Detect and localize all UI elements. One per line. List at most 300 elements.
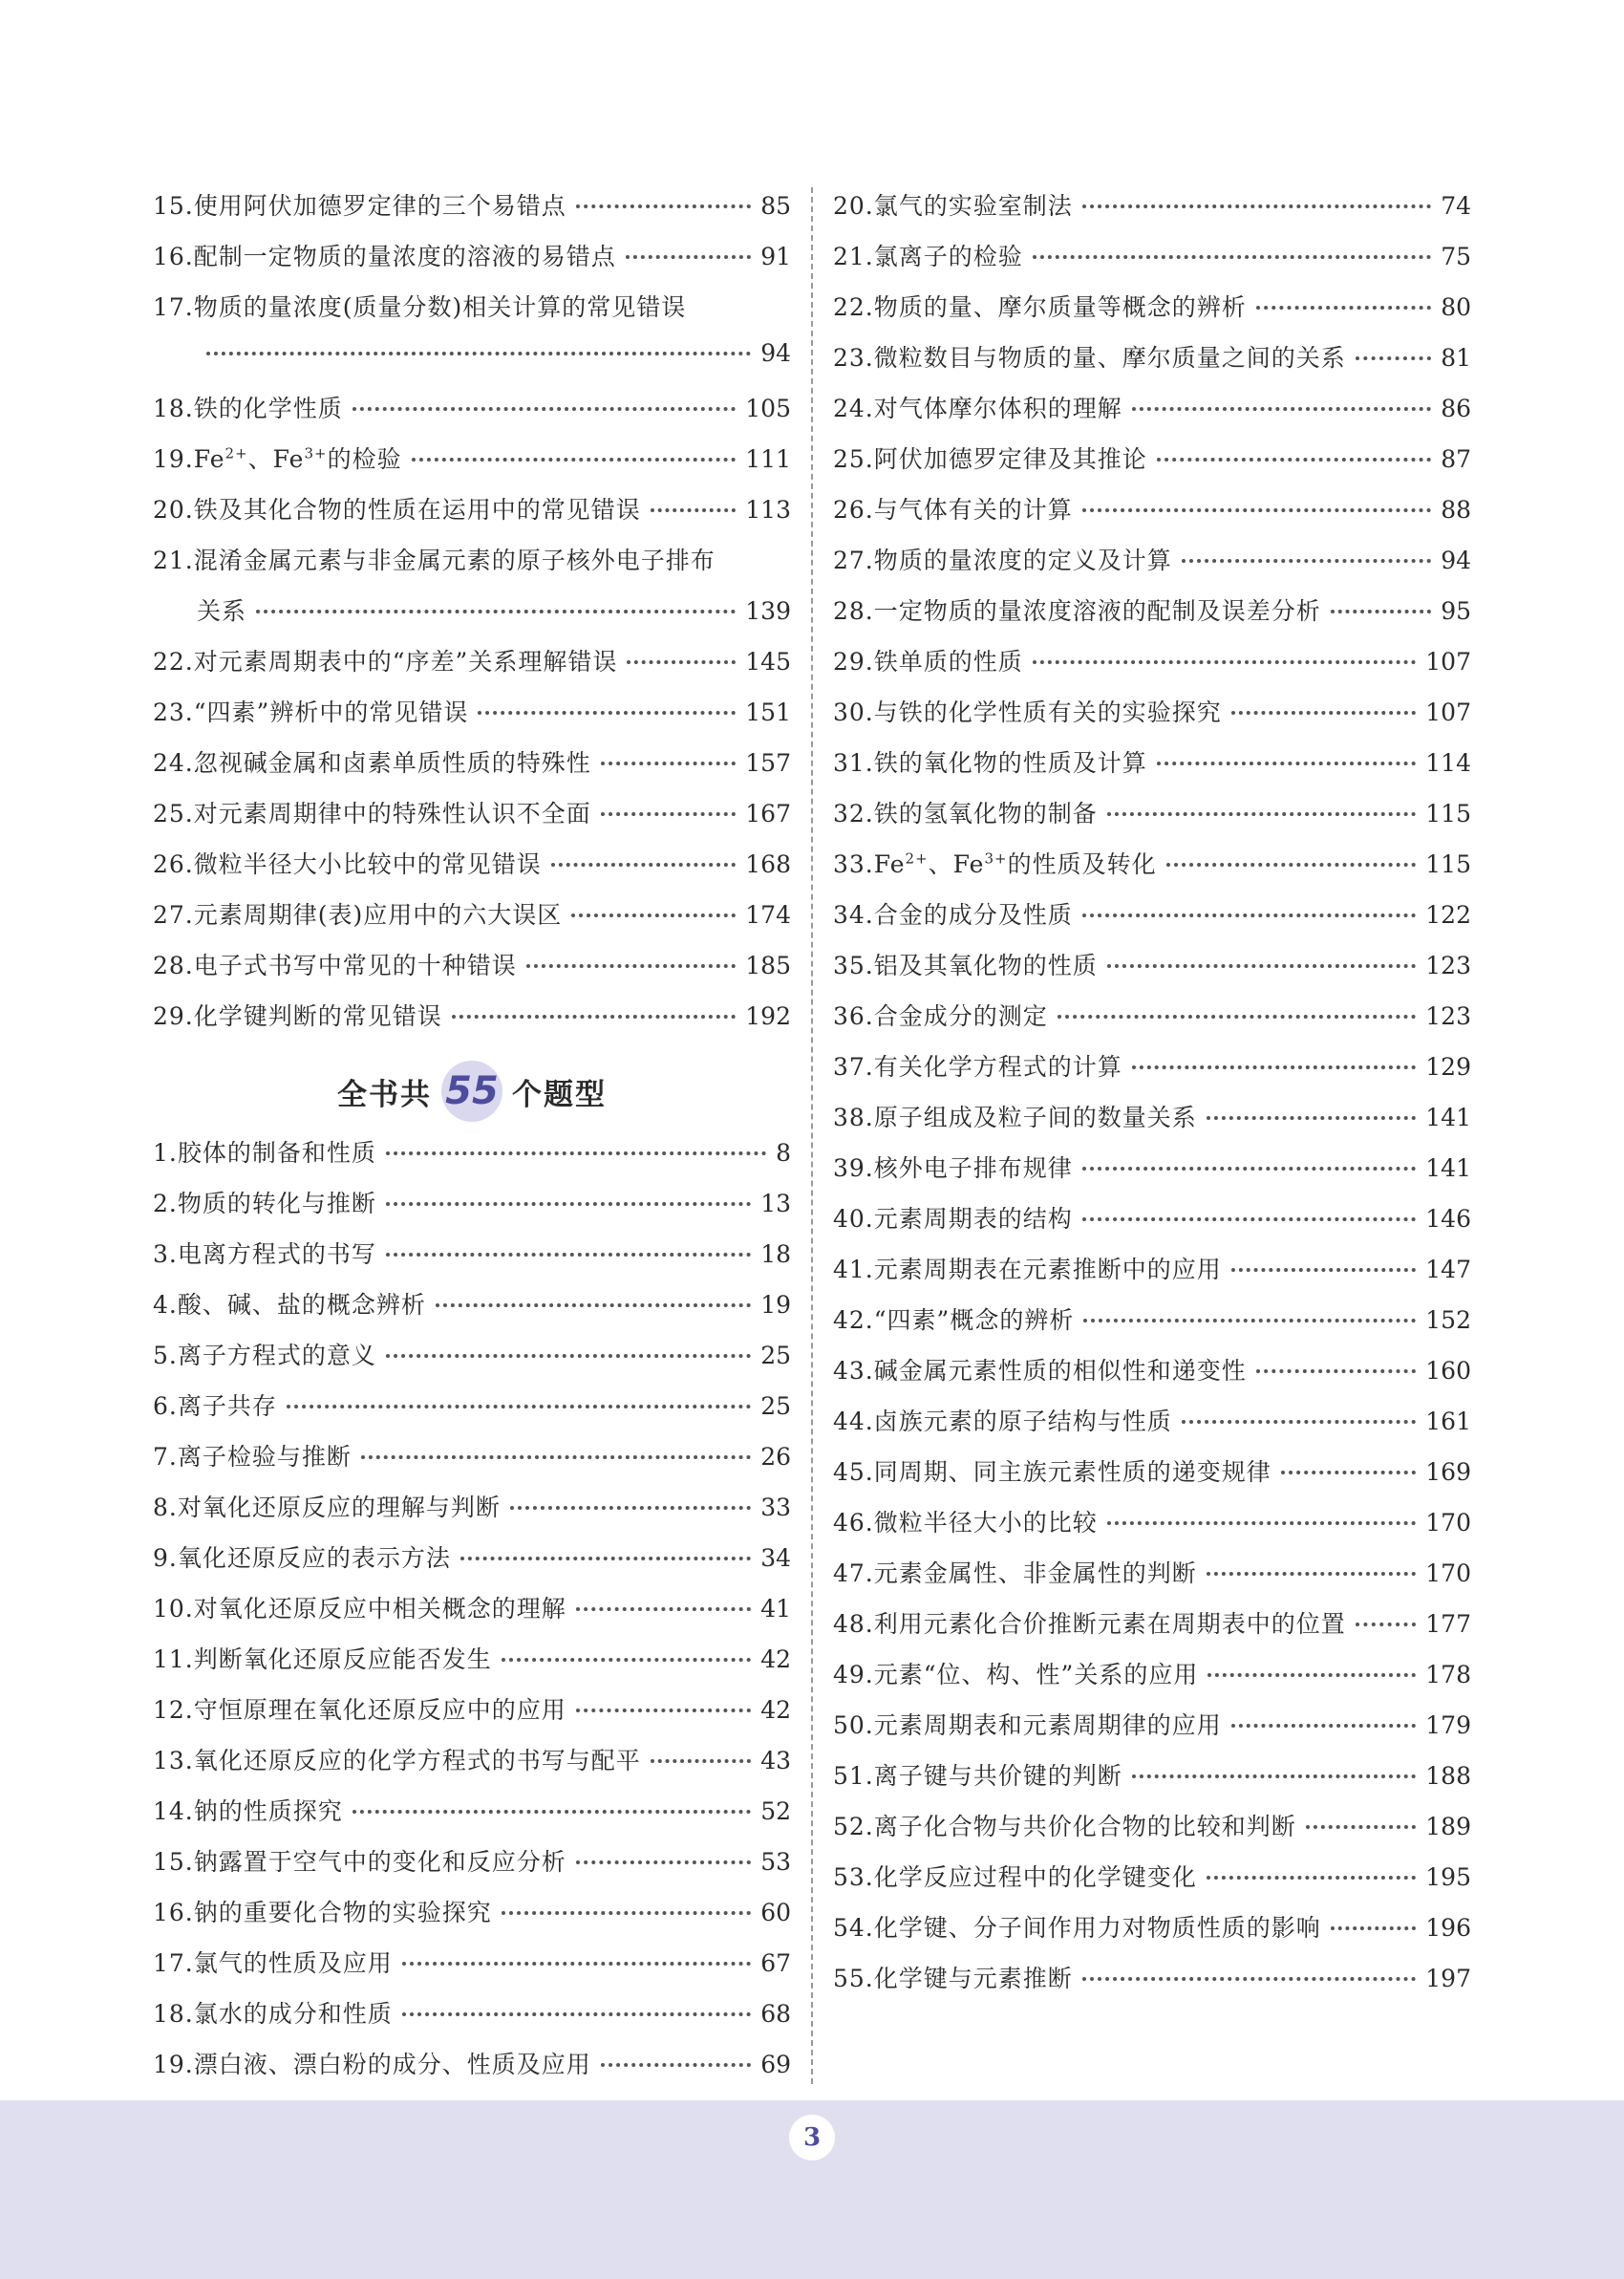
dot-leader [651, 1759, 751, 1763]
toc-entry[interactable] [153, 238, 791, 289]
entry-number: 52. [833, 1813, 874, 1840]
dot-leader [1082, 1977, 1417, 1981]
toc-entry[interactable] [153, 1387, 791, 1438]
entry-title: 氧化还原反应的化学方程式的书写与配平 [193, 1747, 641, 1774]
toc-entry[interactable] [833, 289, 1471, 339]
entry-title: 氯离子的检验 [873, 243, 1023, 270]
entry-number: 44. [833, 1408, 874, 1435]
entry-number: 14. [153, 1797, 194, 1825]
entry-title: 离子化合物与共价化合物的比较和判断 [873, 1813, 1296, 1840]
dot-leader [1207, 1116, 1417, 1120]
entry-page-number: 68 [760, 2000, 791, 2028]
entry-page-number: 174 [745, 901, 791, 929]
toc-entry[interactable] [833, 1707, 1471, 1757]
entry-title: 使用阿伏加德罗定律的三个易错点 [193, 192, 566, 220]
toc-entry[interactable] [833, 694, 1471, 744]
dot-leader [1132, 1774, 1417, 1778]
entry-title: 核外电子排布规律 [873, 1154, 1073, 1182]
entry-title: 钠的重要化合物的实验探究 [193, 1899, 492, 1926]
entry-title: 与气体有关的计算 [873, 496, 1073, 524]
entry-number: 30. [833, 699, 874, 726]
entry-page-number: 197 [1425, 1965, 1471, 1992]
toc-entry[interactable] [833, 1605, 1471, 1656]
toc-entry[interactable] [153, 2046, 791, 2096]
entry-page-number: 115 [1425, 850, 1471, 878]
toc-entry[interactable] [833, 542, 1471, 592]
title-fragment: Fe [193, 445, 225, 473]
entry-number: 19. [153, 445, 194, 473]
dot-leader [287, 1405, 751, 1408]
toc-entry[interactable] [153, 795, 791, 846]
toc-entry[interactable] [833, 1200, 1471, 1251]
entry-number: 7. [153, 1443, 178, 1471]
entry-page-number: 43 [760, 1747, 791, 1774]
entry-title: 离子键与共价键的判断 [873, 1762, 1122, 1790]
entry-page-number: 60 [760, 1899, 791, 1926]
heading-count-badge: 55 [441, 1061, 502, 1122]
toc-entry[interactable] [153, 846, 791, 896]
entry-page-number: 87 [1441, 445, 1471, 473]
dot-leader [1182, 1420, 1417, 1424]
dot-leader [651, 508, 737, 512]
dot-leader [1157, 458, 1431, 462]
entry-title: 钠露置于空气中的变化和反应分析 [193, 1848, 566, 1876]
toc-entry[interactable] [153, 187, 791, 238]
toc-entry[interactable] [833, 744, 1471, 795]
entry-page-number: 123 [1425, 952, 1471, 979]
toc-entry[interactable] [153, 1438, 791, 1489]
entry-number: 17. [153, 293, 194, 321]
dot-leader [353, 1810, 751, 1814]
toc-entry[interactable] [833, 643, 1471, 694]
entry-number: 13. [153, 1747, 194, 1774]
entry-title: 胶体的制备和性质 [177, 1139, 376, 1167]
entry-title: 元素周期表和元素周期律的应用 [873, 1711, 1222, 1739]
entry-title: 电离方程式的书写 [177, 1240, 376, 1268]
entry-title: 利用元素化合价推断元素在周期表中的位置 [873, 1610, 1346, 1638]
entry-title: 铝及其氧化物的性质 [873, 952, 1098, 979]
toc-entry[interactable] [153, 694, 791, 744]
entry-page-number: 115 [1425, 800, 1471, 828]
entry-number: 23. [833, 344, 874, 372]
entry-title: 化学键、分子间作用力对物质性质的影响 [873, 1914, 1321, 1942]
toc-entry[interactable] [153, 1489, 791, 1539]
entry-page-number: 19 [760, 1291, 791, 1319]
entry-number: 26. [153, 850, 194, 878]
toc-entry[interactable] [833, 592, 1471, 643]
entry-page-number: 13 [760, 1190, 791, 1217]
entry-title: 微粒数目与物质的量、摩尔质量之间的关系 [873, 344, 1346, 372]
entry-number: 43. [833, 1357, 874, 1385]
entry-page-number: 113 [745, 496, 791, 524]
entry-number: 24. [833, 395, 874, 422]
entry-title: 元素周期律(表)应用中的六大误区 [193, 901, 563, 929]
entry-number: 21. [833, 243, 874, 270]
toc-entry[interactable] [153, 441, 791, 491]
entry-number: 19. [153, 2051, 194, 2078]
toc-entry[interactable] [833, 1301, 1471, 1352]
entry-number: 36. [833, 1002, 874, 1030]
entry-title: 物质的量浓度(质量分数)相关计算的常见错误 [193, 293, 687, 321]
dot-leader [1306, 1825, 1417, 1829]
entry-page-number: 139 [745, 597, 791, 625]
entry-number: 47. [833, 1559, 874, 1587]
entry-page-number: 33 [760, 1494, 791, 1521]
entry-page-number: 122 [1425, 901, 1471, 929]
entry-title: “四素”辨析中的常见错误 [193, 699, 469, 726]
title-fragment: 、Fe [928, 850, 985, 878]
toc-entry[interactable] [833, 1808, 1471, 1859]
entry-page-number: 105 [745, 395, 791, 422]
entry-page-number: 94 [760, 339, 791, 367]
entry-title: 元素周期表在元素推断中的应用 [873, 1256, 1222, 1283]
entry-number: 6. [153, 1392, 178, 1420]
entry-title: 漂白液、漂白粉的成分、性质及应用 [193, 2051, 591, 2078]
toc-entry[interactable] [153, 1641, 791, 1691]
entry-number: 21. [153, 547, 194, 574]
entry-title: 物质的量、摩尔质量等概念的辨析 [873, 293, 1247, 321]
entry-title: 元素金属性、非金属性的判断 [873, 1559, 1197, 1587]
dot-leader [626, 255, 751, 259]
toc-entry[interactable] [153, 744, 791, 795]
dot-leader [402, 2012, 751, 2016]
entry-title: “四素”概念的辨析 [873, 1306, 1075, 1334]
toc-entry[interactable] [153, 1337, 791, 1387]
entry-number: 31. [833, 749, 874, 777]
entry-title: 合金成分的测定 [873, 1002, 1048, 1030]
entry-title: 铁单质的性质 [873, 648, 1023, 676]
toc-entry[interactable] [153, 390, 791, 441]
dot-leader [1231, 1724, 1417, 1728]
entry-page-number: 170 [1425, 1509, 1471, 1537]
toc-entry[interactable] [833, 1251, 1471, 1301]
toc-entry[interactable] [153, 1742, 791, 1793]
dot-leader [353, 407, 737, 411]
dot-leader [1082, 1167, 1417, 1171]
entry-title: 化学反应过程中的化学键变化 [873, 1863, 1197, 1891]
toc-entry[interactable] [833, 441, 1471, 491]
toc-entry[interactable] [153, 339, 791, 390]
entry-title: 氯气的实验室制法 [873, 192, 1073, 220]
toc-entry[interactable] [153, 947, 791, 998]
dot-leader [1083, 1319, 1416, 1322]
toc-entry[interactable] [833, 998, 1471, 1048]
entry-page-number: 52 [760, 1797, 791, 1825]
toc-entry[interactable] [833, 390, 1471, 441]
toc-entry[interactable] [153, 998, 791, 1048]
entry-number: 38. [833, 1104, 874, 1131]
entry-number: 15. [153, 192, 194, 220]
toc-entry[interactable] [833, 1099, 1471, 1150]
entry-title: 忽视碱金属和卤素单质性质的特殊性 [193, 749, 591, 777]
toc-entry[interactable] [153, 896, 791, 947]
entry-number: 26. [833, 496, 874, 524]
entry-number: 28. [833, 597, 874, 625]
charge-superscript: 2+ [905, 849, 929, 868]
dot-leader [1166, 863, 1417, 867]
entry-page-number: 188 [1425, 1762, 1471, 1790]
entry-number: 55. [833, 1965, 874, 1992]
entry-page-number: 95 [1441, 597, 1471, 625]
entry-title: 元素周期表的结构 [873, 1205, 1073, 1233]
dot-leader [1207, 1572, 1417, 1576]
dot-leader [1256, 1369, 1417, 1373]
entry-number: 32. [833, 800, 874, 828]
entry-page-number: 179 [1425, 1711, 1471, 1739]
dot-leader [386, 1354, 751, 1358]
dot-leader [1231, 1268, 1417, 1272]
entry-number: 20. [833, 192, 874, 220]
entry-title: 合金的成分及性质 [873, 901, 1073, 929]
entry-title: 对元素周期律中的特殊性认识不全面 [193, 800, 591, 828]
entry-number: 37. [833, 1053, 874, 1081]
toc-entry[interactable] [833, 947, 1471, 998]
entry-title: 同周期、同主族元素性质的递变规律 [873, 1458, 1271, 1486]
entry-page-number: 160 [1425, 1357, 1471, 1385]
entry-number: 54. [833, 1914, 874, 1942]
toc-entry[interactable] [833, 1757, 1471, 1808]
entry-number: 48. [833, 1610, 874, 1638]
entry-title: 离子检验与推断 [177, 1443, 352, 1471]
entry-number: 17. [153, 1949, 194, 1977]
dot-leader [412, 458, 737, 462]
toc-entry[interactable] [153, 1134, 791, 1185]
entry-page-number: 185 [745, 952, 791, 979]
entry-title: 氯水的成分和性质 [193, 2000, 393, 2028]
dot-leader [627, 660, 736, 664]
dot-leader [460, 1557, 751, 1560]
entry-number: 27. [833, 547, 874, 574]
entry-number: 27. [153, 901, 194, 929]
toc-entry[interactable] [833, 1504, 1471, 1555]
toc-entry[interactable] [833, 795, 1471, 846]
toc-entry[interactable] [833, 1960, 1471, 2010]
dot-leader [1058, 1015, 1417, 1019]
heading-suffix: 个题型 [512, 1077, 607, 1112]
dot-leader [1033, 255, 1431, 259]
entry-title: 元素“位、构、性”关系的应用 [873, 1661, 1199, 1688]
dot-leader [361, 1455, 751, 1459]
toc-entry[interactable] [153, 491, 791, 542]
entry-page-number: 189 [1425, 1813, 1471, 1840]
entry-title: 配制一定物质的量浓度的溶液的易错点 [193, 243, 616, 270]
dot-leader [402, 1962, 751, 1966]
charge-superscript: 2+ [224, 444, 248, 462]
entry-title: 微粒半径大小比较中的常见错误 [193, 850, 542, 878]
entry-number: 11. [153, 1645, 194, 1673]
toc-entry[interactable] [833, 491, 1471, 542]
charge-superscript: 3+ [984, 849, 1008, 868]
dot-leader [256, 610, 736, 613]
entry-number: 53. [833, 1863, 874, 1891]
title-fragment: 的性质及转化 [1007, 850, 1157, 878]
dot-leader [571, 914, 736, 917]
entry-page-number: 167 [745, 800, 791, 828]
entry-number: 8. [153, 1494, 178, 1521]
entry-page-number: 18 [760, 1240, 791, 1268]
entry-number: 25. [833, 445, 874, 473]
toc-entry[interactable] [833, 1909, 1471, 1960]
entry-title: 铁及其化合物的性质在运用中的常见错误 [193, 496, 641, 524]
entry-page-number: 42 [760, 1645, 791, 1673]
toc-entry[interactable] [153, 1995, 791, 2046]
toc-entry[interactable] [153, 1236, 791, 1286]
dot-leader [1331, 1926, 1417, 1930]
entry-page-number: 151 [745, 699, 791, 726]
entry-number: 15. [153, 1848, 194, 1876]
entry-number: 33. [833, 850, 874, 878]
section-heading [153, 1048, 791, 1134]
entry-number: 12. [153, 1696, 194, 1724]
dot-leader [386, 1202, 751, 1206]
page-number: 3 [789, 2115, 835, 2161]
entry-title: 有关化学方程式的计算 [873, 1053, 1122, 1081]
entry-page-number: 170 [1425, 1559, 1471, 1587]
entry-page-number: 147 [1425, 1256, 1471, 1283]
toc-entry[interactable] [153, 643, 791, 694]
entry-number: 42. [833, 1306, 874, 1334]
entry-page-number: 34 [760, 1544, 791, 1572]
entry-title: 混淆金属元素与非金属元素的原子核外电子排布 [193, 547, 716, 574]
entry-number: 16. [153, 243, 194, 270]
toc-entry[interactable] [153, 289, 791, 339]
dot-leader [1331, 610, 1431, 613]
toc-entry[interactable] [833, 187, 1471, 238]
question-type-list-continued [833, 187, 1471, 2010]
entry-number: 35. [833, 952, 874, 979]
toc-entry[interactable] [833, 1453, 1471, 1504]
entry-page-number: 25 [760, 1342, 791, 1369]
entry-title: 微粒半径大小的比较 [873, 1509, 1098, 1537]
entry-title: 守恒原理在氧化还原反应中的应用 [193, 1696, 566, 1724]
toc-entry[interactable] [833, 1150, 1471, 1200]
title-fragment: Fe [873, 850, 906, 878]
dot-leader [478, 711, 736, 715]
toc-entry[interactable] [833, 1403, 1471, 1453]
entry-number: 18. [153, 395, 194, 422]
entry-title: 对氧化还原反应的理解与判断 [177, 1494, 501, 1521]
dot-leader [436, 1303, 751, 1307]
toc-entry[interactable] [833, 1859, 1471, 1909]
entry-title: 电子式书写中常见的十种错误 [193, 952, 517, 979]
dot-leader [510, 1506, 751, 1510]
toc-entry[interactable] [833, 339, 1471, 390]
entry-number: 46. [833, 1509, 874, 1537]
entry-page-number: 85 [760, 192, 791, 220]
toc-entry[interactable] [833, 846, 1471, 896]
entry-number: 34. [833, 901, 874, 929]
entry-page-number: 94 [1441, 547, 1471, 574]
entry-page-number: 123 [1425, 1002, 1471, 1030]
dot-leader [1082, 1217, 1417, 1221]
entry-title: 与铁的化学性质有关的实验探究 [873, 699, 1222, 726]
entry-page-number: 81 [1441, 344, 1471, 372]
dot-leader [206, 352, 751, 355]
toc-entry[interactable] [153, 1793, 791, 1843]
dot-leader [601, 2063, 751, 2067]
toc-entry[interactable] [153, 1286, 791, 1337]
entry-page-number: 74 [1441, 192, 1471, 220]
dot-leader [601, 812, 737, 816]
entry-title: 判断氧化还原反应能否发生 [193, 1645, 492, 1673]
entry-page-number: 107 [1425, 648, 1471, 676]
entry-page-number: 145 [745, 648, 791, 676]
dot-leader [452, 1015, 737, 1019]
dot-leader [1082, 508, 1431, 512]
dot-leader [1281, 1471, 1417, 1474]
entry-page-number: 192 [745, 1002, 791, 1030]
entry-page-number: 129 [1425, 1053, 1471, 1081]
entry-number: 28. [153, 952, 194, 979]
toc-entry[interactable] [153, 1894, 791, 1945]
entry-number: 3. [153, 1240, 178, 1268]
entry-title: 一定物质的量浓度溶液的配制及误差分析 [873, 597, 1321, 625]
entry-page-number: 26 [760, 1443, 791, 1471]
entry-number: 20. [153, 496, 194, 524]
toc-entry[interactable] [153, 1691, 791, 1742]
entry-number: 29. [153, 1002, 194, 1030]
dot-leader [576, 1860, 751, 1864]
entry-title: 阿伏加德罗定律及其推论 [873, 445, 1147, 473]
toc-entry[interactable] [833, 1656, 1471, 1707]
entry-number: 24. [153, 749, 194, 777]
toc-entry[interactable] [153, 1185, 791, 1236]
toc-entry[interactable] [833, 1048, 1471, 1099]
entry-page-number: 169 [1425, 1458, 1471, 1486]
dot-leader [502, 1911, 751, 1915]
toc-entry[interactable] [833, 1352, 1471, 1403]
entry-number: 49. [833, 1661, 874, 1688]
toc-entry[interactable] [153, 1539, 791, 1590]
dot-leader [386, 1253, 751, 1257]
entry-number: 5. [153, 1342, 178, 1369]
entry-title: 氧化还原反应的表示方法 [177, 1544, 451, 1572]
entry-page-number: 161 [1425, 1408, 1471, 1435]
entry-page-number: 141 [1425, 1154, 1471, 1182]
entry-page-number: 168 [745, 850, 791, 878]
entry-page-number: 157 [745, 749, 791, 777]
toc-entry[interactable] [153, 1590, 791, 1641]
entry-title: 碱金属元素性质的相似性和递变性 [873, 1357, 1247, 1385]
entry-title: 酸、碱、盐的概念辨析 [177, 1291, 426, 1319]
entry-number: 23. [153, 699, 194, 726]
toc-entry[interactable] [153, 592, 791, 643]
entry-title: 物质的转化与推断 [177, 1190, 376, 1217]
toc-entry[interactable] [153, 1945, 791, 1995]
dot-leader [576, 1709, 751, 1712]
entry-number: 40. [833, 1205, 874, 1233]
entry-page-number: 195 [1425, 1863, 1471, 1891]
toc-entry[interactable] [153, 542, 791, 592]
entry-number: 45. [833, 1458, 874, 1486]
entry-title: 离子方程式的意义 [177, 1342, 376, 1369]
entry-number: 29. [833, 648, 874, 676]
dot-leader [502, 1658, 751, 1662]
toc-entry[interactable] [833, 1555, 1471, 1605]
entry-number: 10. [153, 1595, 194, 1623]
toc-entry[interactable] [833, 238, 1471, 289]
entry-title: 对气体摩尔体积的理解 [873, 395, 1122, 422]
entry-title: 对元素周期表中的“序差”关系理解错误 [193, 648, 618, 676]
column-divider [811, 187, 813, 2084]
toc-entry[interactable] [153, 1843, 791, 1894]
entry-page-number: 42 [760, 1696, 791, 1724]
toc-entry[interactable] [833, 896, 1471, 947]
dot-leader [1256, 306, 1431, 310]
heading-prefix: 全书共 [337, 1077, 432, 1112]
entry-number: 22. [833, 293, 874, 321]
entry-number: 50. [833, 1711, 874, 1739]
